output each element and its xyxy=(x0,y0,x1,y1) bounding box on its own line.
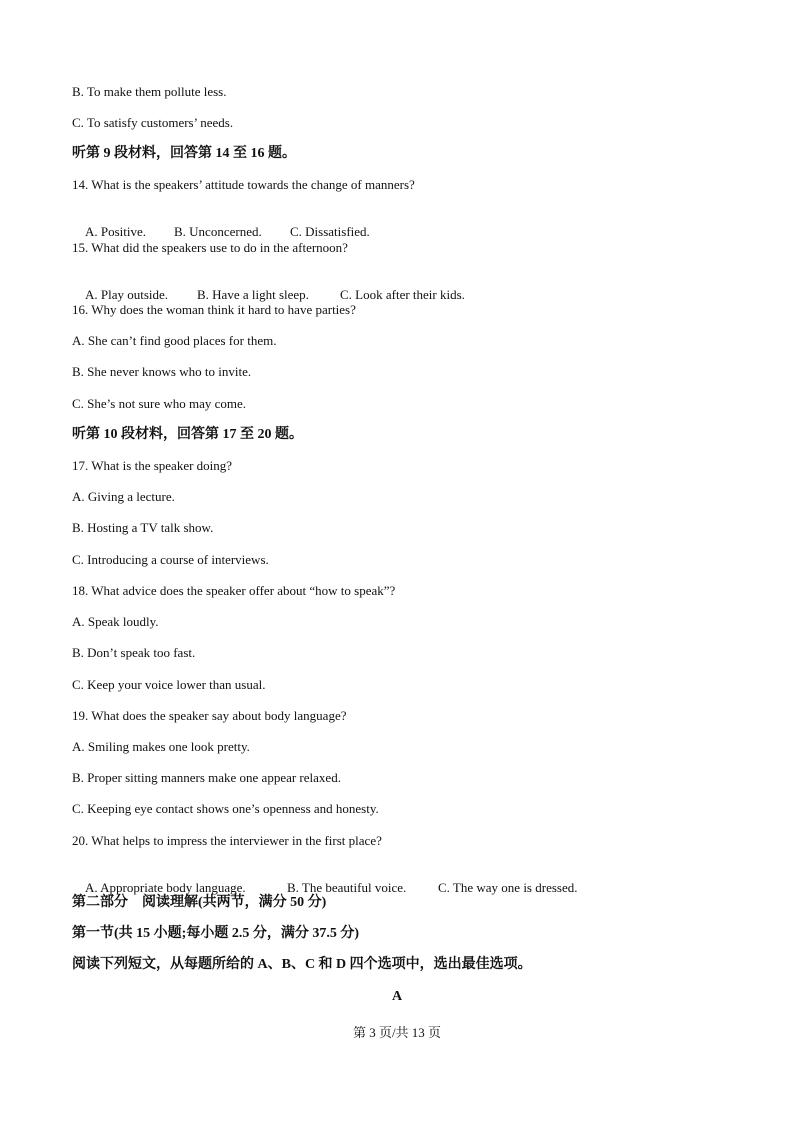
option-line: B. Proper sitting manners make one appear relaxed. xyxy=(72,770,341,785)
option-line: A. Speak loudly. xyxy=(72,614,159,629)
question-14: 14. What is the speakers’ attitude towards the change of manners? xyxy=(72,177,415,192)
option-line: B. Don’t speak too fast. xyxy=(72,645,196,660)
section-heading: 听第 10 段材料，回答第 17 至 20 题。 xyxy=(72,427,303,442)
section-heading: 第一节(共 15 小题;每小题 2.5 分，满分 37.5 分) xyxy=(72,926,359,941)
option-line: C. Keep your voice lower than usual. xyxy=(72,677,266,692)
option-c: C. Dissatisfied. xyxy=(290,224,370,239)
option-b: B. Have a light sleep. xyxy=(197,287,309,302)
option-line: C. She’s not sure who may come. xyxy=(72,396,247,411)
option-b: B. The beautiful voice. xyxy=(287,880,407,895)
option-line: B. Hosting a TV talk show. xyxy=(72,520,214,535)
question-15: 15. What did the speakers use to do in the afternoon? xyxy=(72,240,348,255)
part-heading: 第二部分 阅读理解(共两节，满分 50 分) xyxy=(72,895,327,910)
option-a: A. Appropriate body language. xyxy=(85,880,246,895)
page-footer: 第 3 页/共 13 页 xyxy=(352,1025,442,1040)
option-a: A. Positive. xyxy=(85,224,147,239)
passage-label: A xyxy=(391,989,403,1004)
option-line: A. Smiling makes one look pretty. xyxy=(72,739,250,754)
option-line: C. Introducing a course of interviews. xyxy=(72,552,269,567)
question-17: 17. What is the speaker doing? xyxy=(72,458,233,473)
section-heading: 听第 9 段材料，回答第 14 至 16 题。 xyxy=(72,146,296,161)
option-line: A. Giving a lecture. xyxy=(72,489,175,504)
option-line: C. Keeping eye contact shows one’s openness and honesty. xyxy=(72,801,379,816)
option-a: A. Play outside. xyxy=(85,287,169,302)
option-line: A. She can’t find good places for them. xyxy=(72,333,277,348)
option-line: B. She never knows who to invite. xyxy=(72,364,252,379)
option-b: B. Unconcerned. xyxy=(174,224,262,239)
instructions: 阅读下列短文，从每题所给的 A、B、C 和 D 四个选项中，选出最佳选项。 xyxy=(72,957,532,972)
question-18: 18. What advice does the speaker offer about “how to speak”? xyxy=(72,583,396,598)
option-line: B. To make them pollute less. xyxy=(72,84,227,99)
option-c: C. The way one is dressed. xyxy=(438,880,578,895)
question-19: 19. What does the speaker say about body language? xyxy=(72,708,347,723)
question-20: 20. What helps to impress the interviewer in the first place? xyxy=(72,833,382,848)
option-line: C. To satisfy customers’ needs. xyxy=(72,115,234,130)
option-c: C. Look after their kids. xyxy=(340,287,465,302)
question-16: 16. Why does the woman think it hard to have parties? xyxy=(72,302,356,317)
